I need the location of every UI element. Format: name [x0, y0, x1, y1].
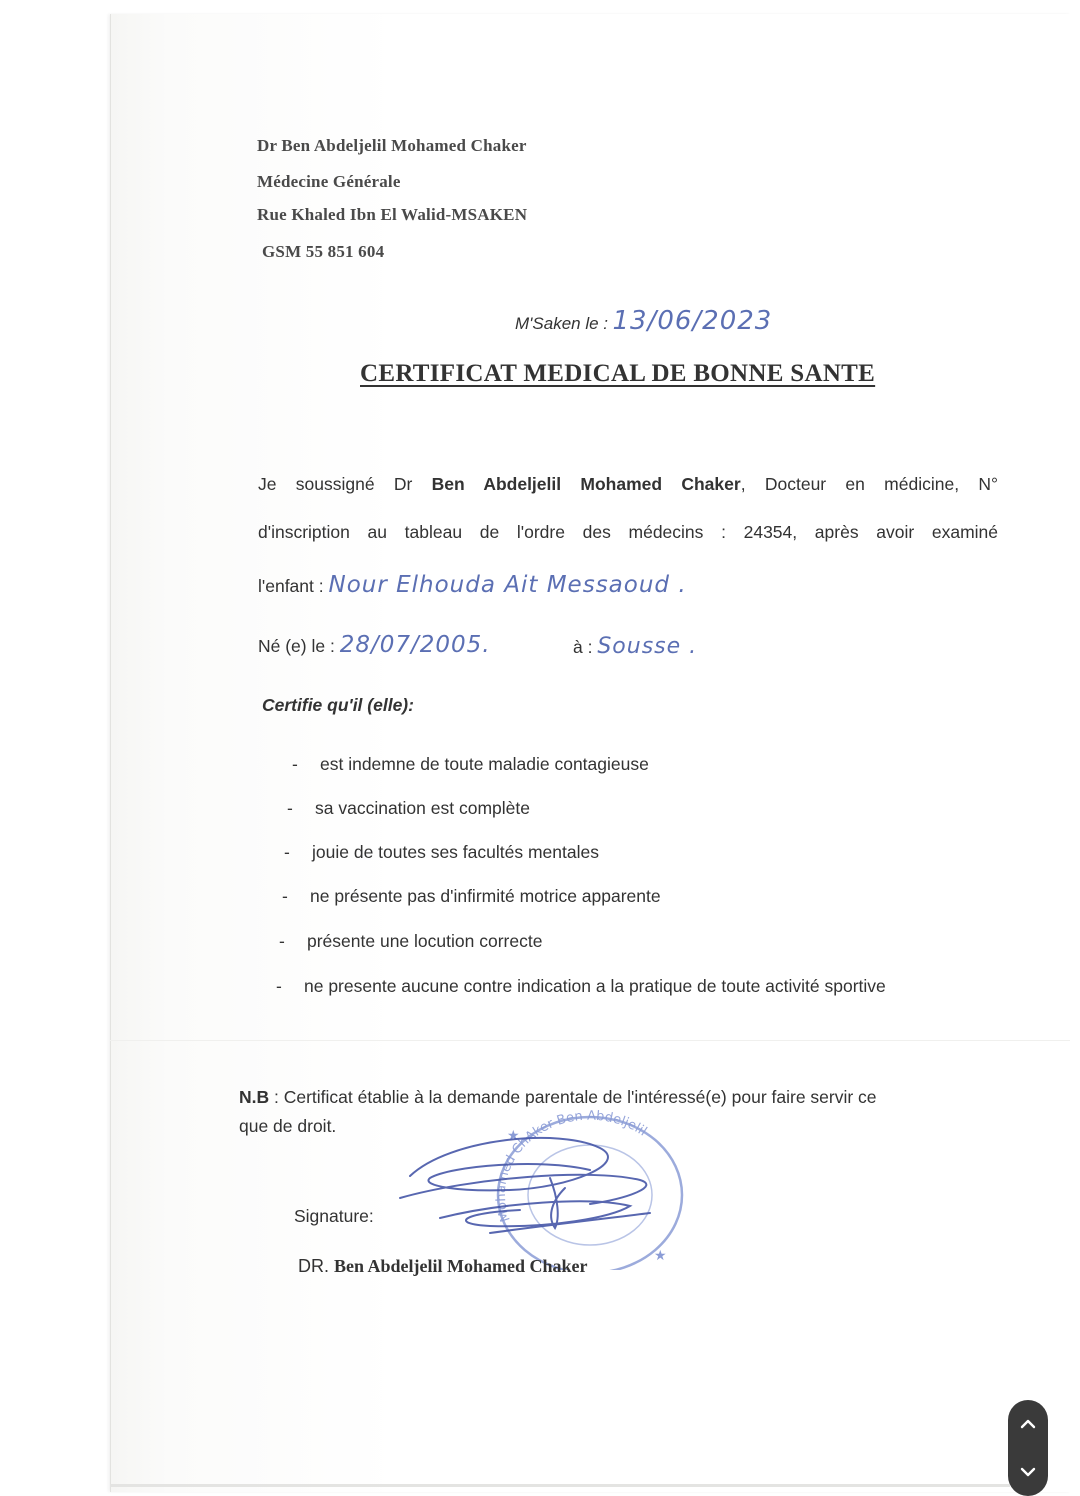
- page-edge: [110, 1484, 1010, 1487]
- statement-line-2: d'inscription au tableau de l'ordre des médecins : 24354, après avoir examiné: [258, 522, 998, 542]
- date-line: [515, 306, 772, 336]
- birth-line: [258, 632, 491, 658]
- certificate-title: CERTIFICAT MEDICAL DE BONNE SANTE: [360, 360, 876, 387]
- place-line: [573, 634, 697, 659]
- signature-icon: [390, 1118, 690, 1248]
- list-item: - est indemne de toute maladie contagieuse: [292, 754, 649, 774]
- statement-end: , Docteur en médicine, N°: [740, 474, 998, 494]
- header-specialty: Médecine Générale: [257, 172, 401, 191]
- statement-doctor-name: Ben Abdeljelil Mohamed Chaker: [431, 474, 741, 494]
- footer-doctor: [298, 1256, 588, 1277]
- signature-label: Signature:: [294, 1206, 374, 1226]
- footer-prefix: DR.: [298, 1256, 329, 1276]
- child-name: Nour Elhouda Ait Messaoud .: [328, 572, 687, 598]
- list-item: - jouie de toutes ses facultés mentales: [284, 842, 599, 862]
- nb-line-2: que de droit.: [239, 1116, 337, 1136]
- header-doctor: Dr Ben Abdeljelil Mohamed Chaker: [257, 136, 527, 155]
- svg-text:Mohamed ChAker Ben Abdeljelil: Mohamed ChAker Ben Abdeljelil: [493, 1108, 650, 1224]
- list-item: - sa vaccination est complète: [287, 798, 530, 818]
- page-scroll-control[interactable]: [1008, 1400, 1048, 1496]
- svg-text:★: ★: [654, 1247, 667, 1263]
- birth-place: Sousse .: [597, 634, 698, 659]
- child-line: [258, 572, 687, 598]
- chevron-up-icon[interactable]: [1016, 1412, 1040, 1436]
- certifie-heading: Certifie qu'il (elle):: [262, 695, 414, 715]
- nb-text: : Certificat établie à la demande parentale de l'intéressé(e) pour faire servir ce: [269, 1087, 877, 1107]
- list-item: - ne présente pas d'infirmité motrice apparente: [282, 886, 661, 906]
- statement-line-1: [258, 474, 998, 495]
- list-item: - ne presente aucune contre indication a la pratique de toute activité sportive: [276, 976, 886, 996]
- date-prefix: M'Saken le :: [515, 314, 609, 333]
- nb-label: N.B: [239, 1087, 270, 1107]
- child-label: l'enfant :: [258, 576, 324, 596]
- svg-text:★: ★: [507, 1127, 520, 1143]
- handwritten-date: 13/06/2023: [612, 306, 773, 336]
- chevron-down-icon[interactable]: [1016, 1460, 1040, 1484]
- statement-start: Je soussigné Dr: [258, 474, 413, 494]
- list-item: - présente une locution correcte: [279, 931, 543, 951]
- born-date: 28/07/2005.: [339, 632, 491, 658]
- header-address: Rue Khaled Ibn El Walid-MSAKEN: [257, 205, 528, 224]
- footer-name: Ben Abdeljelil Mohamed Chaker: [334, 1256, 588, 1276]
- header-phone: GSM 55 851 604: [262, 242, 385, 261]
- born-label: Né (e) le :: [258, 636, 335, 656]
- place-label: à :: [573, 637, 593, 657]
- document-page: [110, 14, 1071, 1492]
- paper-fold: [110, 1040, 1070, 1041]
